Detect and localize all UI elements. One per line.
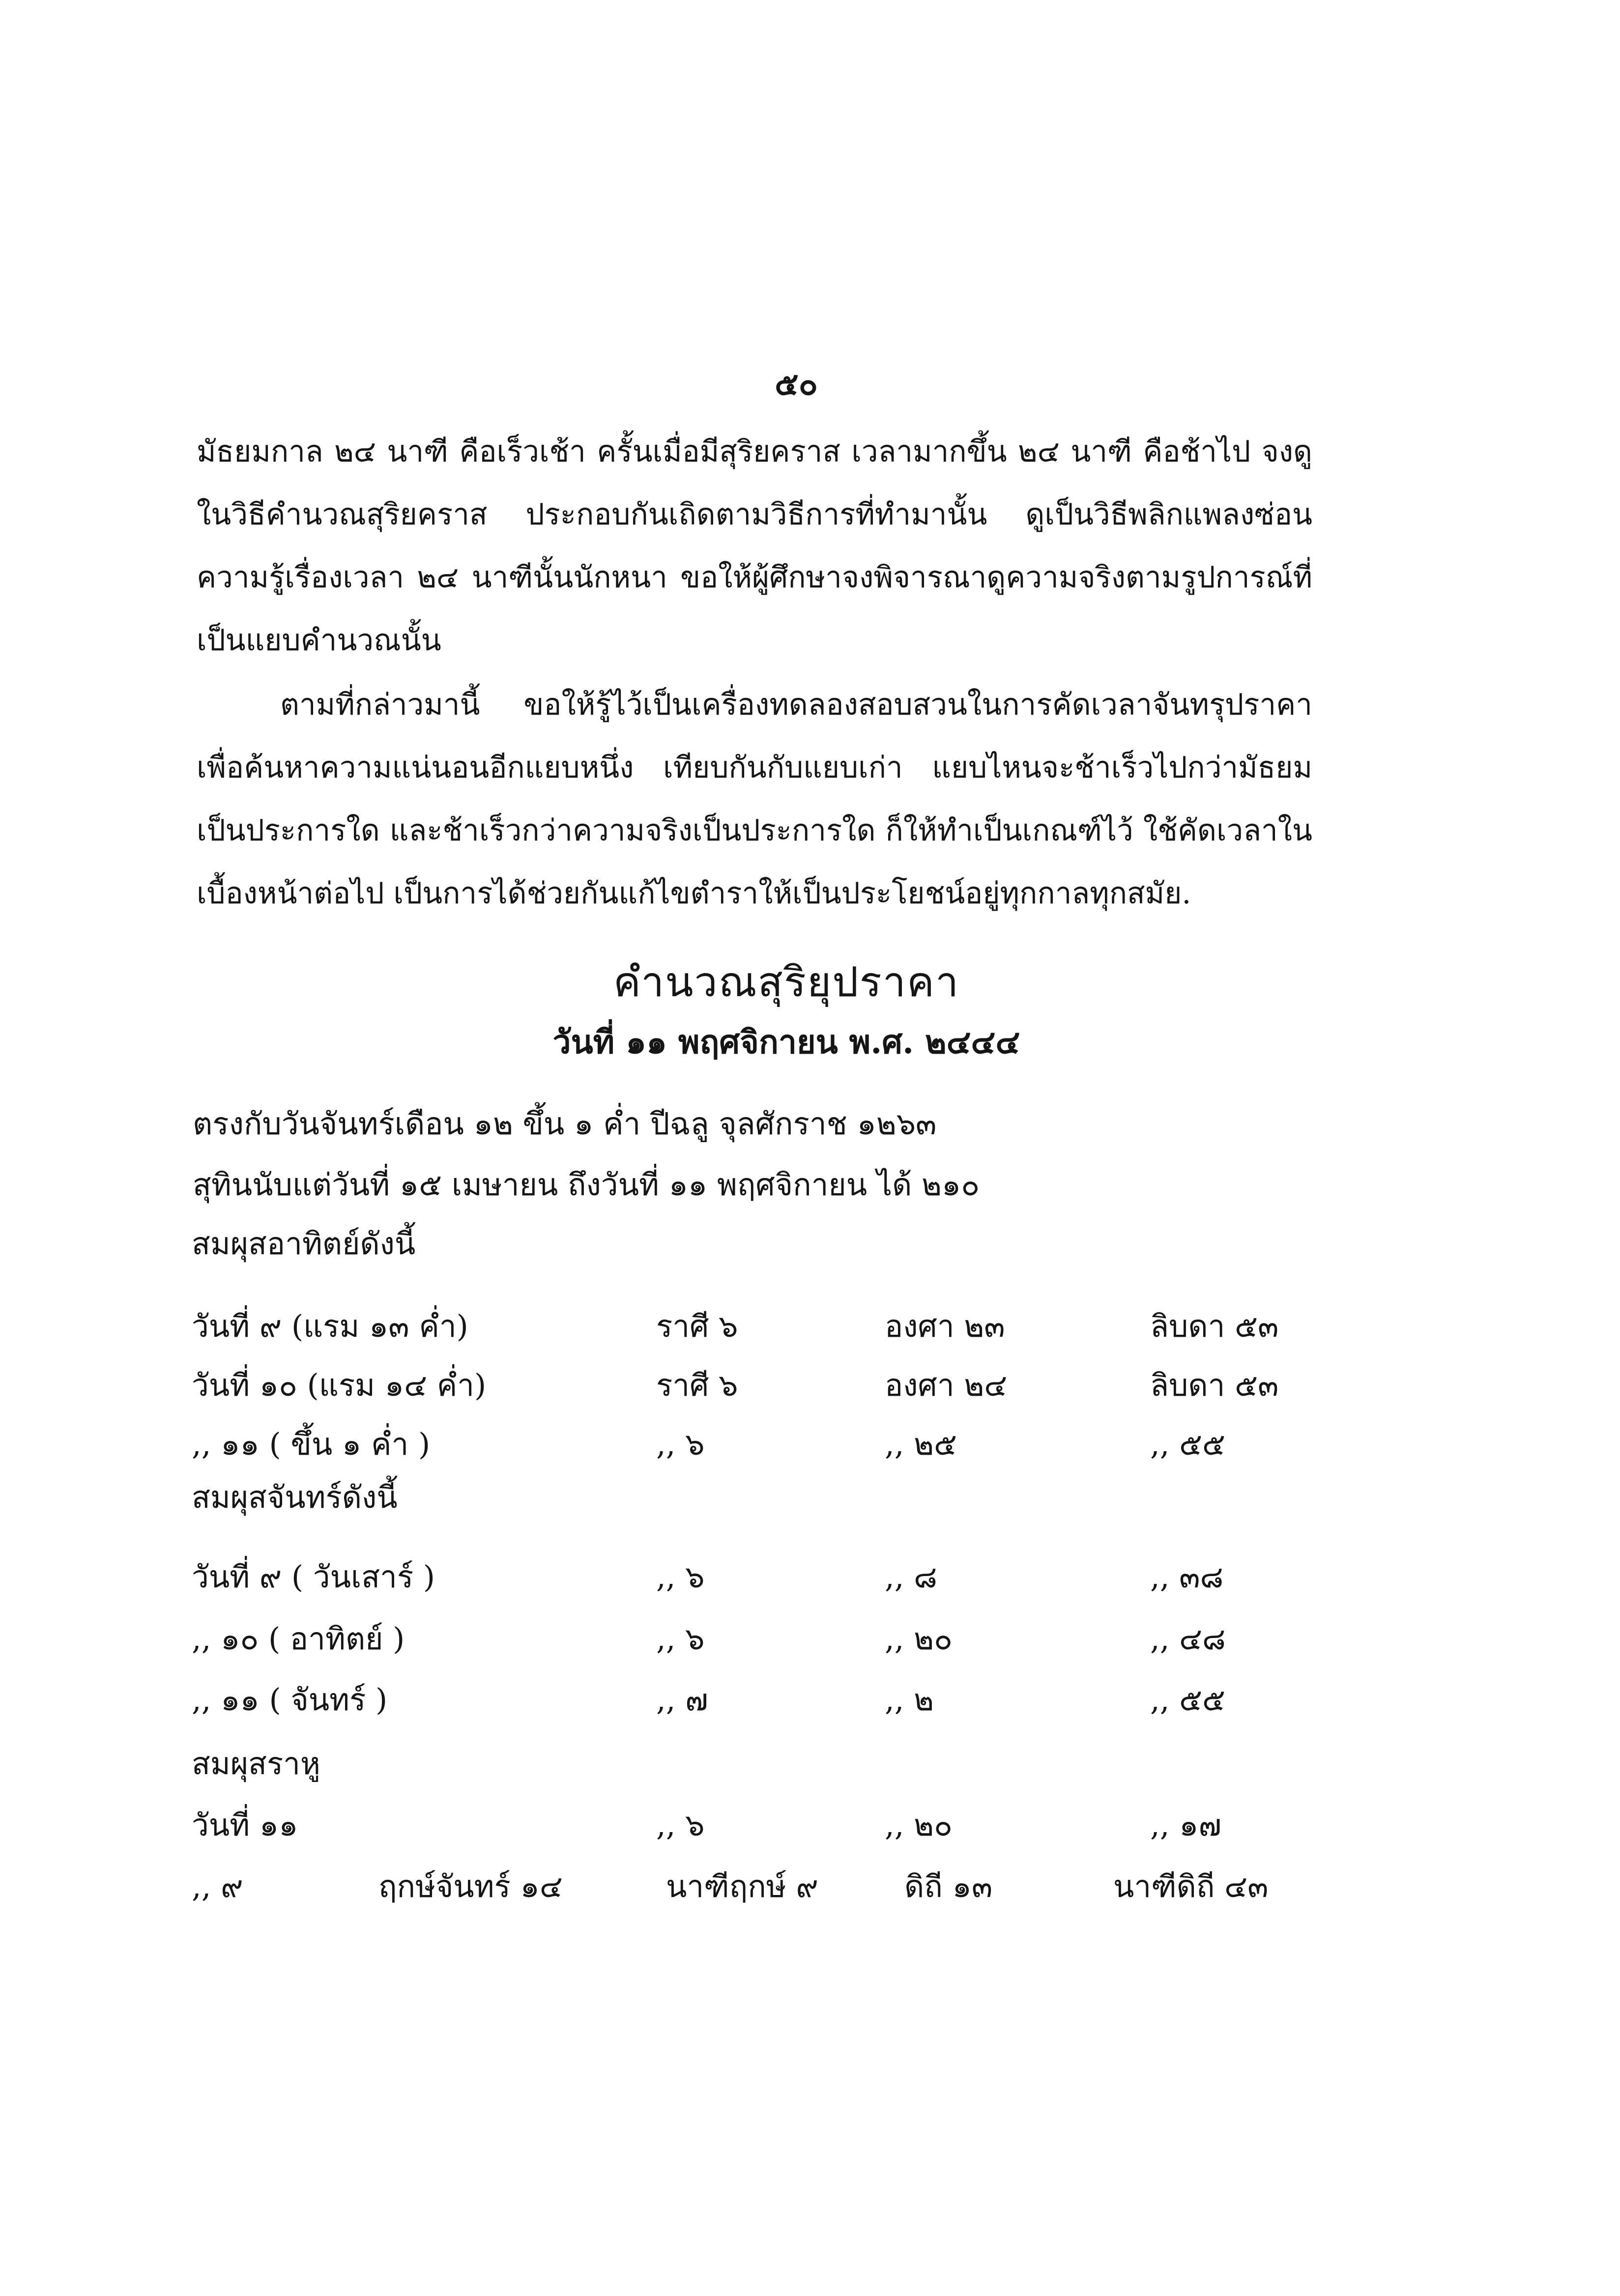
rahu-section-label: สมผุสราหู	[192, 1746, 320, 1781]
paragraph-2: ตามที่กล่าวมานี้ ขอให้รู้ไว้เป็นเครื่องทดลองสอบสวนในการคัดเวลาจันทรุปราคา เพื่อค้นหาความแน่นอนอีกแยบหนึ่ง เทียบกันกับแยบเก่า แยบไหนจะช้าเร็วไปกว่ามัธยมเป็นประการใด และช้าเร็วกว่าความจริงเป็นประการใด ก็ให้ทำเป็นเกณฑ์ไว้ ใช้คัดเวลาในเบื้องหน้าต่อไป เป็นการได้ช่วยกันแก้ไขตำราให้เป็นประโยชน์อยู่ทุกกาลทุกสมัย.	[197, 688, 1312, 911]
table-row	[0, 1420, 1620, 1469]
ongsa-cell: ,, ๒๕	[885, 1426, 957, 1462]
paragraph-1: มัธยมกาล ๒๔ นาฑี คือเร็วเช้า ครั้นเมื่อมีสุริยคราส เวลามากขึ้น ๒๔ นาฑี คือช้าไป จงดูในวิธีคำนวณสุริยคราส ประกอบกันเถิดตามวิธีการที่ทำมานั้น ดูเป็นวิธีพลิกแพลงซ่อนความรู้เรื่องเวลา ๒๔ นาฑีนั้นนักหนา ขอให้ผู้ศึกษาจงพิจารณาดูความจริงตามรูปการณ์ที่เป็นแยบคำนวณนั้น	[197, 434, 1312, 658]
rasi-cell: ,, ๖	[656, 1426, 705, 1462]
rasi-cell: ราศี ๖	[656, 1367, 738, 1403]
rasi-cell: ,, ๖	[656, 1621, 705, 1657]
info-line-1: ตรงกับวันจันทร์เดือน ๑๒ ขึ้น ๑ ค่ำ ปีฉลู จุลศักราช ๑๒๖๓	[193, 1106, 937, 1142]
day-cell: ,, ๑๐ ( อาทิตย์ )	[192, 1621, 405, 1657]
moon-lunar-mansion-cell: ฤกษ์จันทร์ ๑๔	[378, 1868, 563, 1904]
rasi-cell: ราศี ๖	[656, 1308, 738, 1344]
table-row	[0, 1615, 1620, 1664]
tithi-minutes-cell: นาฑีดิถี ๔๓	[1113, 1868, 1269, 1904]
lipda-cell: ,, ๓๘	[1150, 1559, 1224, 1595]
table-row	[0, 1553, 1620, 1602]
ongsa-cell: ,, ๘	[885, 1559, 937, 1595]
ongsa-cell: องศา ๒๔	[885, 1367, 1008, 1403]
day-cell: วันที่ ๙ ( วันเสาร์ )	[192, 1559, 435, 1595]
table-row	[0, 1361, 1620, 1410]
tithi-cell: ดิถี ๑๓	[904, 1868, 993, 1904]
ongsa-cell: ,, ๒๐	[885, 1621, 953, 1657]
section-date: วันที่ ๑๑ พฤศจิกายน พ.ศ. ๒๔๔๔	[552, 1023, 1020, 1061]
day-cell: วันที่ ๑๑	[192, 1807, 298, 1843]
day-cell: ,, ๑๑ ( ขึ้น ๑ ค่ำ )	[192, 1426, 431, 1462]
lipda-cell: ลิบดา ๕๓	[1150, 1367, 1279, 1403]
day-cell: ,, ๙	[192, 1868, 243, 1904]
table-row	[0, 1302, 1620, 1351]
mansion-minutes-cell: นาฑีฤกษ์ ๙	[666, 1868, 818, 1904]
table-row	[0, 1676, 1620, 1725]
ongsa-cell: ,, ๒	[885, 1682, 934, 1718]
lipda-cell: ,, ๕๕	[1150, 1426, 1225, 1462]
rasi-cell: ,, ๖	[656, 1807, 705, 1843]
ongsa-cell: ,, ๒๐	[885, 1807, 953, 1843]
day-cell: วันที่ ๑๐ (แรม ๑๔ ค่ำ)	[192, 1367, 487, 1403]
lipda-cell: ,, ๔๘	[1150, 1621, 1226, 1657]
rasi-cell: ,, ๗	[656, 1682, 708, 1718]
lipda-cell: ลิบดา ๕๓	[1150, 1308, 1279, 1344]
ongsa-cell: องศา ๒๓	[885, 1308, 1005, 1344]
moon-section-label: สมผุสจันทร์ดังนี้	[192, 1479, 398, 1515]
rasi-cell: ,, ๖	[656, 1559, 705, 1595]
page-number: ๕๐	[775, 366, 818, 402]
day-cell: วันที่ ๙ (แรม ๑๓ ค่ำ)	[192, 1308, 468, 1344]
day-cell: ,, ๑๑ ( จันทร์ )	[192, 1682, 388, 1718]
lipda-cell: ,, ๑๗	[1150, 1807, 1222, 1843]
sun-section-label: สมผุสอาทิตย์ดังนี้	[192, 1226, 416, 1262]
info-line-2: สุทินนับแต่วันที่ ๑๕ เมษายน ถึงวันที่ ๑๑ พฤศจิกายน ได้ ๒๑๐	[193, 1167, 980, 1203]
section-title: คำนวณสุริยุปราคา	[613, 958, 960, 1006]
table-row	[0, 1801, 1620, 1850]
lipda-cell: ,, ๕๕	[1150, 1682, 1225, 1718]
table-row	[0, 1863, 1620, 1912]
